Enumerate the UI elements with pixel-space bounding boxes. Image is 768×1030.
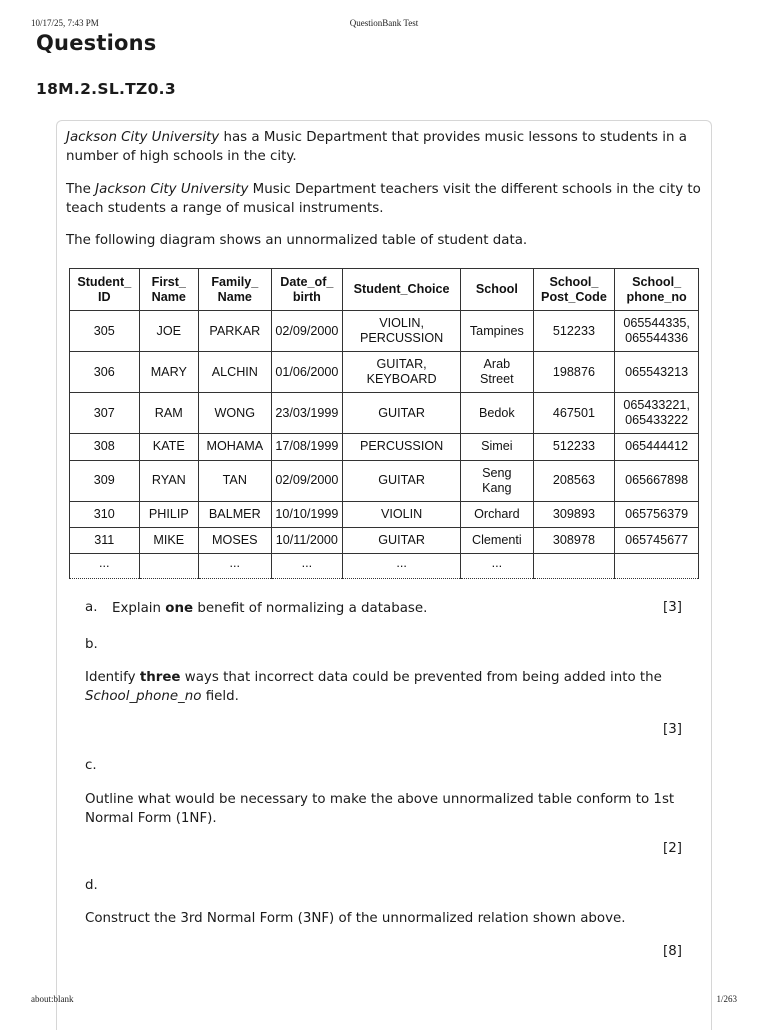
table-row-continuation: [70, 553, 699, 578]
university-name: Jackson City University: [95, 182, 249, 197]
table-cell: Arab Street: [461, 352, 534, 393]
part-b-letter: b.: [85, 637, 98, 652]
part-b-question: Identify three ways that incorrect data could be prevented from being added into the School_phone_no field.: [85, 670, 662, 704]
table-cell: Clementi: [461, 527, 534, 553]
table-cell: [139, 553, 198, 578]
intro-paragraph-1: Jackson City University has a Music Department that provides music lessons to students in a number of high schools in the city.: [66, 130, 687, 164]
table-cell: MOHAMA: [199, 434, 272, 460]
table-row: [70, 460, 699, 501]
table-header-cell: Date_of_ birth: [271, 269, 343, 311]
table-cell: [533, 553, 615, 578]
table-header-cell: School: [461, 269, 534, 311]
table-cell: 065544335, 065544336: [615, 311, 699, 352]
university-name: Jackson City University: [66, 130, 220, 145]
table-cell: ...: [343, 553, 461, 578]
table-cell: Tampines: [461, 311, 534, 352]
print-header: [0, 18, 768, 30]
table-cell: 02/09/2000: [271, 460, 343, 501]
table-cell: 305: [70, 311, 140, 352]
table-cell: 309893: [533, 501, 615, 527]
question-id: 18M.2.SL.TZ0.3: [36, 80, 176, 98]
table-cell: ALCHIN: [199, 352, 272, 393]
table-row: [70, 501, 699, 527]
table-header-row: [70, 269, 699, 311]
page-title: Questions: [36, 31, 157, 55]
table-cell: PHILIP: [139, 501, 198, 527]
table-cell: 065667898: [615, 460, 699, 501]
part-c-marks: [2]: [663, 841, 682, 856]
table-cell: GUITAR: [343, 460, 461, 501]
table-cell: 310: [70, 501, 140, 527]
table-cell: 10/10/1999: [271, 501, 343, 527]
table-cell: 308: [70, 434, 140, 460]
table-cell: 512233: [533, 434, 615, 460]
intro-paragraph-3: The following diagram shows an unnormalized table of student data.: [66, 233, 528, 248]
part-d-letter: d.: [85, 878, 98, 893]
part-a-question: Explain one benefit of normalizing a database.: [112, 601, 428, 616]
intro-paragraph-2: The Jackson City University Music Department teachers visit the different schools in the city to teach students a range of musical instruments.: [66, 182, 701, 216]
table-row: [70, 434, 699, 460]
table-cell: KATE: [139, 434, 198, 460]
print-footer: [0, 994, 768, 1006]
table-cell: 309: [70, 460, 140, 501]
table-cell: 065756379: [615, 501, 699, 527]
table-cell: Orchard: [461, 501, 534, 527]
table-cell: GUITAR: [343, 393, 461, 434]
table-cell: MIKE: [139, 527, 198, 553]
table-cell: 10/11/2000: [271, 527, 343, 553]
table-cell: 311: [70, 527, 140, 553]
table-row: [70, 527, 699, 553]
table-cell: 17/08/1999: [271, 434, 343, 460]
table-cell: [615, 553, 699, 578]
table-cell: VIOLIN, PERCUSSION: [343, 311, 461, 352]
table-header-cell: Student_ ID: [70, 269, 140, 311]
table-cell: MARY: [139, 352, 198, 393]
table-header-cell: Family_ Name: [199, 269, 272, 311]
table-row: [70, 393, 699, 434]
table-cell: 307: [70, 393, 140, 434]
table-cell: 02/09/2000: [271, 311, 343, 352]
part-a-letter: a.: [85, 600, 98, 615]
table-cell: MOSES: [199, 527, 272, 553]
print-title: QuestionBank Test: [349, 18, 419, 28]
part-a-marks: [3]: [663, 600, 682, 615]
part-c-letter: c.: [85, 758, 97, 773]
table-cell: GUITAR: [343, 527, 461, 553]
table-cell: PERCUSSION: [343, 434, 461, 460]
student-data-table: [69, 268, 699, 579]
table-cell: 198876: [533, 352, 615, 393]
part-c-question: Outline what would be necessary to make the above unnormalized table conform to 1st Normal Form (1NF).: [85, 792, 675, 826]
table-cell: Simei: [461, 434, 534, 460]
table-cell: 065444412: [615, 434, 699, 460]
table-header-cell: Student_Choice: [343, 269, 461, 311]
table-cell: RAM: [139, 393, 198, 434]
table-cell: 065543213: [615, 352, 699, 393]
table-cell: 467501: [533, 393, 615, 434]
table-cell: ...: [70, 553, 140, 578]
table-cell: WONG: [199, 393, 272, 434]
table-cell: Seng Kang: [461, 460, 534, 501]
table-header-cell: School_ phone_no: [615, 269, 699, 311]
table-cell: GUITAR, KEYBOARD: [343, 352, 461, 393]
table-cell: RYAN: [139, 460, 198, 501]
table-cell: 065745677: [615, 527, 699, 553]
print-page-number: 1/263: [716, 994, 737, 1004]
table-row: [70, 311, 699, 352]
table-cell: 512233: [533, 311, 615, 352]
table-cell: JOE: [139, 311, 198, 352]
part-d-marks: [8]: [663, 944, 682, 959]
table-cell: 308978: [533, 527, 615, 553]
table-cell: ...: [461, 553, 534, 578]
table-header-cell: School_ Post_Code: [533, 269, 615, 311]
table-cell: PARKAR: [199, 311, 272, 352]
print-datetime: 10/17/25, 7:43 PM: [31, 18, 99, 28]
table-row: [70, 352, 699, 393]
table-cell: 23/03/1999: [271, 393, 343, 434]
print-url: about:blank: [31, 994, 74, 1004]
table-cell: BALMER: [199, 501, 272, 527]
table-cell: 065433221, 065433222: [615, 393, 699, 434]
table-cell: VIOLIN: [343, 501, 461, 527]
table-header-cell: First_ Name: [139, 269, 198, 311]
table-cell: ...: [271, 553, 343, 578]
table-cell: TAN: [199, 460, 272, 501]
table-cell: ...: [199, 553, 272, 578]
table-cell: 01/06/2000: [271, 352, 343, 393]
table-cell: 208563: [533, 460, 615, 501]
table-cell: 306: [70, 352, 140, 393]
part-d-question: Construct the 3rd Normal Form (3NF) of the unnormalized relation shown above.: [85, 911, 626, 926]
part-b-marks: [3]: [663, 722, 682, 737]
table-cell: Bedok: [461, 393, 534, 434]
